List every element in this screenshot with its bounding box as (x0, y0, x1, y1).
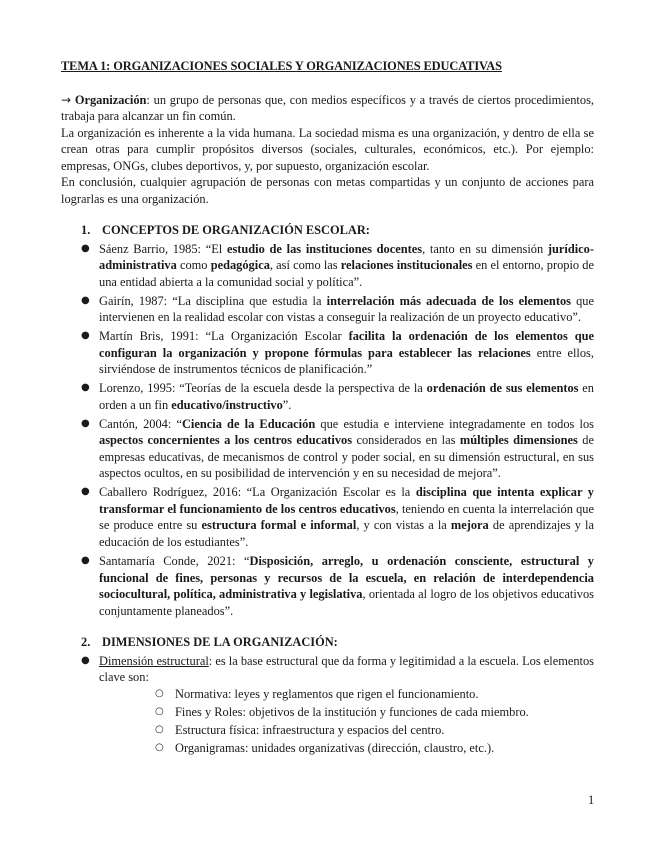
bullet-icon: ● (81, 294, 90, 306)
text-segment: , teniendo en cuenta la interrelación que se produce entre su (99, 501, 594, 533)
bold-text: estructura formal e informal (201, 518, 357, 533)
sub-list (99, 686, 594, 757)
page-title: TEMA 1: ORGANIZACIONES SOCIALES Y ORGANIZACIONES EDUCATIVAS (61, 59, 502, 73)
sub-item-text: Normativa: leyes y reglamentos que rigen el funcionamiento. (175, 686, 479, 701)
sub-item-text: Fines y Roles: objetivos de la institución y funciones de cada miembro. (175, 704, 529, 719)
text-segment: Santamaría Conde, 2021: “ (99, 554, 250, 569)
section-heading-conceptos (81, 222, 594, 239)
text-segment: de aprendizajes y la educación de los estudiantes”. (99, 518, 594, 549)
text-segment: Cantón, 2004: “ (99, 416, 182, 431)
text-segment: Sáenz Barrio, 1985: “El (99, 241, 227, 256)
text-segment: que intervienen en la realidad escolar con vistas a conseguir la realización de un proyecto educativo”. (99, 293, 594, 325)
text-segment: en el entorno, propio de una entidad abierta a la comunidad social y política”. (99, 258, 595, 289)
dimension-text: : es la base estructural que da forma y legitimidad a la escuela. Los elementos clave son: (99, 653, 595, 685)
document-page (61, 58, 594, 759)
text-segment: Martín Bris, 1991: “La Organización Escolar (99, 329, 349, 344)
bold-text: disciplina que intenta explicar y transformar el funcionamiento de los centros educativos (99, 485, 594, 516)
section-heading-text: CONCEPTOS DE ORGANIZACIÓN ESCOLAR: (102, 223, 370, 237)
bullet-icon: ● (81, 242, 90, 254)
page-number: 1 (588, 793, 595, 807)
circle-bullet-icon: ○ (155, 687, 164, 699)
circle-bullet-icon: ○ (155, 741, 164, 753)
text-segment: , y con vistas a la (356, 518, 451, 533)
text-segment: considerados en las (352, 433, 460, 448)
text-segment: Gairín, 1987: “La disciplina que estudia la (99, 293, 327, 308)
section-heading-text: DIMENSIONES DE LA ORGANIZACIÓN: (102, 635, 338, 650)
text-segment: Lorenzo, 1995: “Teorías de la escuela desde la perspectiva de la (99, 381, 427, 396)
text-segment: en orden a un fin (99, 381, 594, 412)
text-segment: , tanto en su dimensión (422, 241, 548, 256)
list-item (61, 328, 594, 378)
sub-list-item (99, 686, 594, 703)
bold-text: interrelación más adecuada de los elementos (326, 293, 571, 308)
list-item (61, 241, 594, 291)
bold-text: jurídico-administrativa (99, 241, 595, 272)
definition-term: Organización (74, 92, 147, 107)
bold-text: Disposición, arreglo, u ordenación consciente, estructural y funcional de fines, personas y recursos de la escuela, en relación de interdependencia sociocultural, política, administrativa y legislativa (99, 554, 595, 602)
text-segment: de empresas educativas, de mecanismos de control y poder social, en su dimensión estructural, en sus aspectos ocultos, en su posibilidad de intervención y en su necesidad de mejora”. (99, 433, 594, 481)
sub-list-item (99, 740, 594, 757)
bullet-icon: ● (81, 654, 90, 666)
bold-text: ordenación de sus elementos (426, 381, 579, 396)
text-segment: que estudia e interviene integradamente en todos los (315, 416, 595, 431)
circle-bullet-icon: ○ (155, 705, 164, 717)
bullet-icon: ● (81, 382, 90, 394)
section-number: 2. (81, 635, 91, 650)
bold-text: Ciencia de la Educación (181, 416, 316, 431)
text-segment: , orientada al logro de los objetivos educativos conjuntamente planeados”. (99, 587, 595, 618)
bold-text: múltiples dimensiones (459, 433, 578, 448)
list-item (61, 484, 594, 550)
definition-text: : un grupo de personas que, con medios específicos y a través de ciertos procedimientos, trabaja para alcanzar un fin común. (61, 92, 594, 123)
text-segment: como (176, 258, 211, 272)
section-heading-dimensiones (81, 634, 594, 651)
sub-list-item (99, 704, 594, 721)
circle-bullet-icon: ○ (155, 723, 164, 735)
bold-text: relaciones institucionales (340, 258, 473, 272)
text-segment: Caballero Rodríguez, 2016: “La Organización Escolar es la (99, 485, 416, 500)
sub-item-text: Organigramas: unidades organizativas (dirección, claustro, etc.). (175, 740, 495, 755)
text-segment: ”. (282, 397, 292, 412)
dimensions-list (61, 653, 594, 757)
bullet-icon: ● (81, 555, 90, 567)
bold-text: estudio de las instituciones docentes (226, 241, 423, 256)
text-segment: , así como las (269, 258, 341, 272)
list-item (61, 653, 594, 757)
bullet-icon: ● (81, 417, 90, 429)
text-segment: entre ellos, sirviéndose de instrumentos técnicos de planificación.” (99, 345, 594, 377)
bold-text: facilita la ordenación de los elementos que configuran la organización y propone fórmulas para establecer las relaciones (99, 329, 594, 360)
sub-list-item (99, 722, 594, 739)
list-item (61, 293, 594, 326)
bold-text: mejora (450, 518, 489, 533)
concepts-list (61, 241, 594, 620)
list-item (61, 416, 594, 482)
intro-conclusion: En conclusión, cualquier agrupación de personas con metas compartidas y un conjunto de acciones para lograrlas es una organización. (61, 175, 594, 206)
list-item (61, 380, 594, 413)
intro-definition (61, 92, 594, 125)
intro-paragraph: La organización es inherente a la vida humana. La sociedad misma es una organización, y dentro de ella se crean otras para cumplir propósitos diversos (sociales, culturales, económicos, etc.). Por ejemplo: empresas, ONGs, clubes deportivos, y, por supuesto, organización escolar. (61, 125, 594, 173)
section-number: 1. (81, 223, 91, 237)
bold-text: aspectos concernientes a los centros educativos (99, 433, 353, 448)
arrow-icon: → (61, 92, 72, 107)
dimension-term: Dimensión estructural (99, 653, 209, 668)
sub-item-text: Estructura física: infraestructura y espacios del centro. (175, 722, 445, 737)
bold-text: pedagógica (210, 258, 270, 272)
bullet-icon: ● (81, 486, 90, 498)
list-item (61, 553, 594, 619)
bold-text: educativo/instructivo (171, 397, 283, 412)
bullet-icon: ● (81, 330, 90, 342)
